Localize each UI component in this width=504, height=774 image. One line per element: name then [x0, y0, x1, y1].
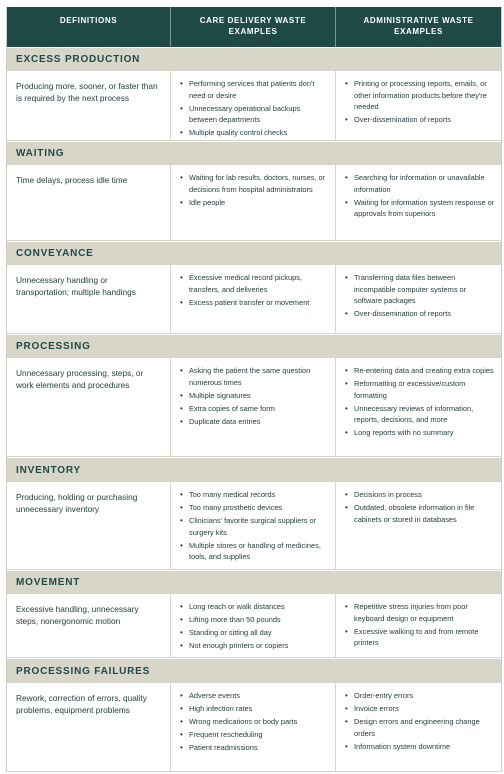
category-header: PROCESSING FAILURES: [7, 658, 501, 683]
list-item: • Adverse events: [189, 690, 329, 702]
list-item: • Patient readmissions: [189, 742, 329, 754]
list-item: • Unnecessary reviews of information, reports, decisions, and more: [354, 403, 495, 426]
list-item: • Too many medical records: [189, 489, 329, 501]
list-item: • Reformatting or excessive/custom formatting: [354, 378, 495, 401]
table-row: [7, 358, 501, 457]
definition-cell: Excessive handling, unnecessary steps, nonergonomic motion: [16, 604, 139, 626]
list-item: • Standing or sitting all day: [189, 627, 329, 639]
category-header: MOVEMENT: [7, 570, 501, 594]
care-delivery-cell: [170, 165, 335, 240]
list-item: • Decisions in process: [354, 489, 495, 501]
list-item: • Design errors and engineering change orders: [354, 716, 495, 739]
list-item: • Repetitive stress injuries from poor keyboard design or equipment: [354, 601, 495, 624]
table-row: [7, 594, 501, 658]
care-examples-list: [171, 482, 335, 563]
list-item: • Unnecessary operational backups between departments: [189, 103, 329, 126]
list-item: • Multiple signatures: [189, 390, 329, 402]
admin-examples-list: [336, 71, 501, 126]
header-admin-line2: EXAMPLES: [394, 27, 443, 36]
list-item: • Outdated, obsolete information in file cabinets or stored in databases: [354, 502, 495, 525]
category-header: WAITING: [7, 141, 501, 165]
category-header: PROCESSING: [7, 334, 501, 358]
care-examples-list: [171, 71, 335, 139]
admin-examples-list: [336, 358, 501, 439]
list-item: • Frequent rescheduling: [189, 729, 329, 741]
list-item: • Not enough printers or copiers: [189, 640, 329, 652]
list-item: • Multiple quality control checks: [189, 127, 329, 139]
admin-examples-list: [336, 594, 501, 649]
list-item: • Performing services that patients don't need or desire: [189, 78, 329, 101]
administrative-cell: [335, 165, 501, 240]
administrative-cell: [335, 594, 501, 657]
care-delivery-cell: [170, 265, 335, 333]
administrative-cell: [335, 358, 501, 456]
list-item: • Waiting for lab results, doctors, nurses, or decisions from hospital administrators: [189, 172, 329, 195]
list-item: • Order-entry errors: [354, 690, 495, 702]
list-item: • Multiple stores or handling of medicines, tools, and supplies: [189, 540, 329, 563]
list-item: • Duplicate data entries: [189, 416, 329, 428]
list-item: • Waiting for information system response or approvals from superiors: [354, 197, 495, 220]
admin-examples-list: [336, 265, 501, 320]
list-item: • Searching for information or unavailable information: [354, 172, 495, 195]
definition-cell: Unnecessary processing, steps, or work elements and procedures: [16, 368, 144, 390]
list-item: • Long reports with no summary: [354, 427, 495, 439]
care-delivery-cell: [170, 71, 335, 140]
definition-cell: Time delays, process idle time: [16, 175, 128, 185]
category-header: INVENTORY: [7, 457, 501, 482]
admin-examples-list: [336, 165, 501, 220]
header-admin-line1: ADMINISTRATIVE WASTE: [363, 16, 474, 25]
list-item: • Transferring data files between incompatible computer systems or software packages: [354, 272, 495, 307]
list-item: • Over-dissemination of reports: [354, 114, 495, 126]
definition-cell: Rework, correction of errors, quality problems, equipment problems: [16, 693, 147, 715]
list-item: • Lifting more than 50 pounds: [189, 614, 329, 626]
list-item: • Wrong medications or body parts: [189, 716, 329, 728]
care-delivery-cell: [170, 358, 335, 456]
header-definitions: [7, 7, 170, 47]
table-row: [7, 482, 501, 570]
care-delivery-cell: [170, 594, 335, 657]
definition-cell: Producing, holding or purchasing unnecessary inventory: [16, 492, 138, 514]
list-item: • High infection rates: [189, 703, 329, 715]
table-row: [7, 165, 501, 241]
list-item: • Clinicians' favorite surgical suppliers or surgery kits: [189, 515, 329, 538]
list-item: • Invoice errors: [354, 703, 495, 715]
care-examples-list: [171, 358, 335, 427]
table-row: [7, 71, 501, 141]
care-examples-list: [171, 265, 335, 308]
header-administrative: [335, 7, 501, 47]
list-item: • Excessive medical record pickups, transfers, and deliveries: [189, 272, 329, 295]
list-item: • Long reach or walk distances: [189, 601, 329, 613]
care-delivery-cell: [170, 683, 335, 771]
administrative-cell: [335, 482, 501, 569]
sections-container: [7, 47, 501, 772]
table-header: [7, 7, 501, 47]
list-item: • Too many prosthetic devices: [189, 502, 329, 514]
list-item: • Excess patient transfer or movement: [189, 297, 329, 309]
definition-cell: Producing more, sooner, or faster than is required by the next process: [16, 81, 158, 103]
administrative-cell: [335, 683, 501, 771]
list-item: • Printing or processing reports, emails, or other information products before they're needed: [354, 78, 495, 113]
list-item: • Idle people: [189, 197, 329, 209]
list-item: • Information system downtime: [354, 741, 495, 753]
category-header: EXCESS PRODUCTION: [7, 47, 501, 71]
waste-table: [6, 7, 502, 772]
list-item: • Re-entering data and creating extra copies: [354, 365, 495, 377]
header-care-line1: CARE DELIVERY WASTE: [199, 16, 307, 25]
care-examples-list: [171, 594, 335, 652]
administrative-cell: [335, 265, 501, 333]
list-item: • Asking the patient the same question numerous times: [189, 365, 329, 388]
admin-examples-list: [336, 482, 501, 525]
header-definitions-label: DEFINITIONS: [59, 16, 118, 25]
administrative-cell: [335, 71, 501, 140]
list-item: • Over-dissemination of reports: [354, 308, 495, 320]
header-care-line2: EXAMPLES: [228, 27, 278, 36]
care-examples-list: [171, 683, 335, 754]
category-header: CONVEYANCE: [7, 241, 501, 265]
table-row: [7, 683, 501, 772]
admin-examples-list: [336, 683, 501, 752]
care-examples-list: [171, 165, 335, 208]
list-item: • Extra copies of same form: [189, 403, 329, 415]
care-delivery-cell: [170, 482, 335, 569]
header-care-delivery: [170, 7, 335, 47]
table-row: [7, 265, 501, 334]
definition-cell: Unnecessary handling or transportation; multiple handings: [16, 275, 136, 297]
list-item: • Excessive walking to and from remote printers: [354, 626, 495, 649]
